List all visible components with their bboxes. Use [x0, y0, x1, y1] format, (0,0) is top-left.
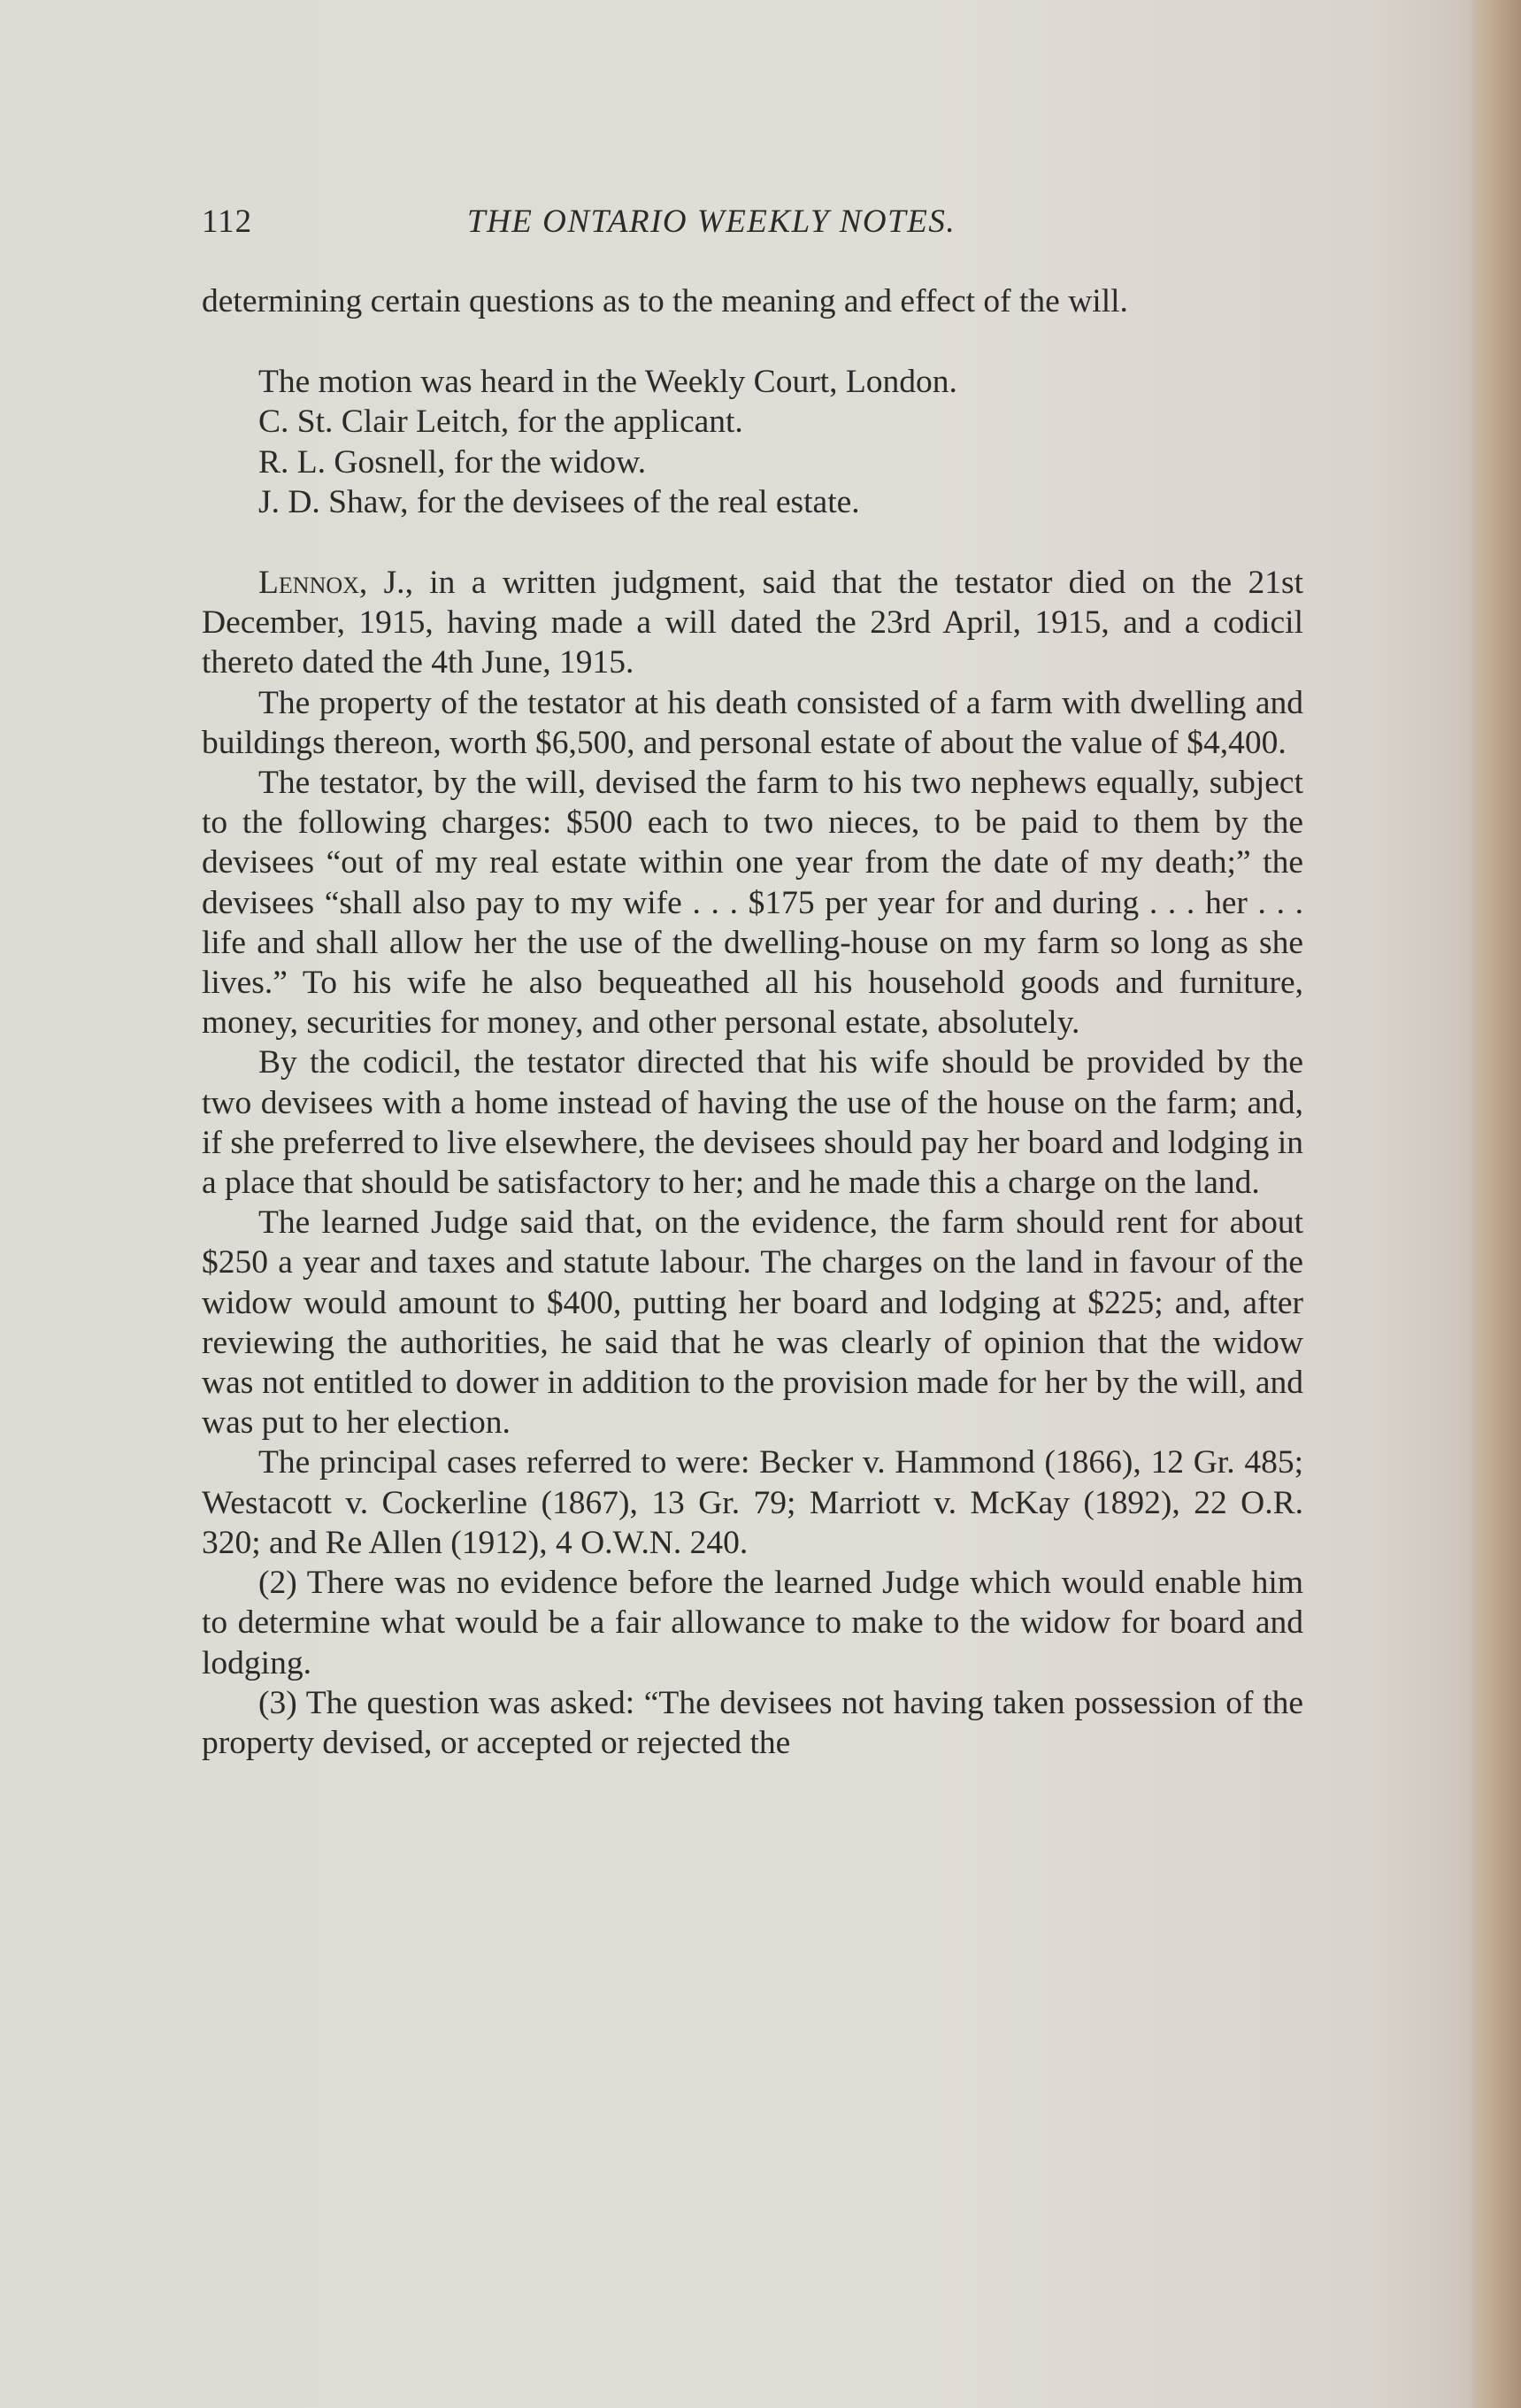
paragraph: The principal cases referred to were: Becker v. Hammond (1866), 12 Gr. 485; Westacott v. Cockerline (1867), 13 Gr. 79; Marriott v. McKay (1892), 22 O.R. 320; and Re Allen (1912), 4 O.W.N. 240. — [202, 1444, 1303, 1561]
body-text — [202, 281, 1303, 1763]
journal-title: THE ONTARIO WEEKLY NOTES. — [467, 204, 956, 240]
spacer — [202, 321, 1303, 362]
judge-name: Lennox, J. — [258, 565, 405, 602]
paragraph: The learned Judge said that, on the evidence, the farm should rent for about $250 a year and taxes and statute labour. The charges on the land in favour of the widow would amount to $400, putting her board and lodging at $225; and, after reviewing the authorities, he said that he was clearly of opinion that the widow was not entitled to dower in addition to the provision made for her by the will, and was put to her election. — [202, 1204, 1303, 1442]
paragraph: By the codicil, the testator directed that his wife should be provided by the two devisees with a home instead of having the use of the house on the farm; and, if she preferred to live elsewhere, the devisees should pay her board and lodging in a place that should be satisfactory to her; and he made this a charge on the land. — [202, 1044, 1303, 1202]
counsel-line: J. D. Shaw, for the devisees of the real estate. — [258, 483, 860, 520]
paragraph: (2) There was no evidence before the learned Judge which would enable him to determine what would be a fair allowance to make to the widow for board and lodging. — [202, 1565, 1303, 1681]
paragraph: (3) The question was asked: “The devisees not having taken possession of the property devised, or accepted or rejected the — [202, 1684, 1303, 1761]
paragraph: The property of the testator at his death consisted of a farm with dwelling and buildings thereon, worth $6,500, and personal estate of about the value of $4,400. — [202, 684, 1303, 761]
running-head — [202, 200, 1303, 244]
page-spine-shadow — [1468, 0, 1521, 2408]
counsel-list — [202, 362, 1303, 522]
paragraph: The testator, by the will, devised the farm to his two nephews equally, subject to the following charges: $500 each to two nieces, to be paid to them by the devisees “out of my real estate within one year from the date of my death;” the devisees “shall also pay to my wife . . . $175 per year for and during . . . her . . . life and shall allow her the use of the dwelling-house on my farm so long as she lives.” To his wife he also bequeathed all his household goods and furniture, money, securities for money, and other personal estate, absolutely. — [202, 765, 1303, 1042]
spacer — [202, 522, 1303, 563]
continuation-paragraph: determining certain questions as to the meaning and effect of the will. — [202, 283, 1128, 319]
judgment-text: , in a written judgment, said that the testator died on the 21st December, 1915, having made a will dated the 23rd April, 1915, and a codicil thereto dated the 4th June, 1915. — [202, 565, 1303, 681]
page-number: 112 — [202, 204, 253, 240]
judgment-paragraph — [202, 563, 1303, 683]
counsel-line: R. L. Gosnell, for the widow. — [258, 443, 647, 481]
counsel-line: The motion was heard in the Weekly Court, London. — [258, 364, 957, 401]
counsel-line: C. St. Clair Leitch, for the applicant. — [258, 404, 743, 441]
